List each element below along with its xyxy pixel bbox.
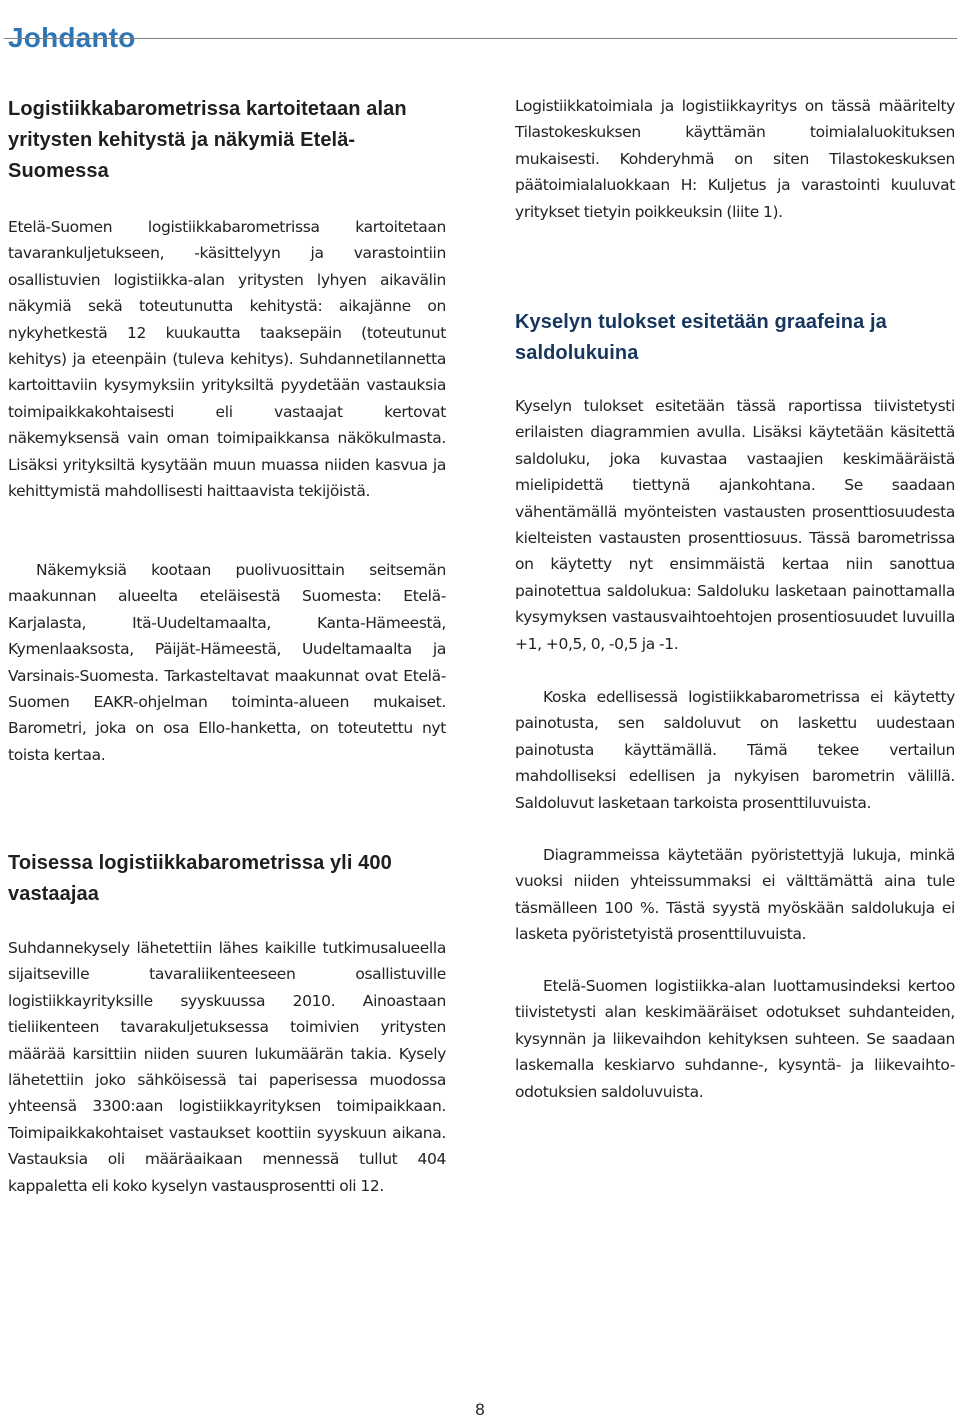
page-title: Johdanto bbox=[8, 21, 136, 53]
page-number: 8 bbox=[475, 1400, 485, 1419]
section-heading-results: Kyselyn tulokset esitetään graafeina ja saldolukuina bbox=[515, 311, 887, 364]
title-divider bbox=[4, 38, 957, 39]
paragraph-survey: Suhdannekysely lähetettiin lähes kaikille tutkimusalueella sijaitseville tavaraliikenteeseen osallistuville logistiikkayrityksille syyskuussa 2010. Ainoastaan tieliikenteen tavarakuljetuksessa toimivien yritysten määrää karsittiin niiden suuren lukumäärän takia. Kysely lähetettiin joko sähköisessä tai paperisessa muodossa yhteensä 3300:aan logistiikkayrityksen toimipaikkaan. Toimipaikkakohtaiset vastaukset koottiin syyskuun aikana. Vastauksia oli määräaikaan mennessä tullut 404 kappaletta eli koko kyselyn vastausprosentti oli 12. bbox=[8, 939, 446, 1195]
section-heading-barometer: Logistiikkabarometrissa kartoitetaan alan yritysten kehitystä ja näkymiä Etelä-Suomessa bbox=[8, 98, 407, 182]
paragraph-definition: Logistiikkatoimiala ja logistiikkayritys on tässä määritelty Tilastokeskuksen käyttämän toimialaluokituksen mukaisesti. Kohderyhmä on siten Tilastokeskuksen päätoimialaluokkaan H: Kuljetus ja varastointi kuuluvat yritykset tietyin poikkeuksin (liite 1). bbox=[515, 97, 955, 221]
paragraph-regions: Näkemyksiä kootaan puolivuosittain seitsemän maakunnan alueelta eteläisestä Suomesta: Etelä-Karjalasta, Itä-Uudeltamaalta, Kanta-Hämeestä, Kymenlaaksosta, Päijät-Hämeestä, Uudeltamaalta ja Varsinais-Suomesta. Tarkasteltavat maakunnat ovat Etelä-Suomen EAKR-ohjelman toiminta-alueen mukaiset. Barometri, joka on osa Ello-hanketta, on toteutettu nyt toista kertaa. bbox=[8, 561, 446, 764]
paragraph-confidence-index: Etelä-Suomen logistiikka-alan luottamusindeksi kertoo tiivistetysti alan keskimääräiset odotukset suhdanteiden, kysynnän ja liikevaihdon kehityksen suhteen. Se saadaan laskemalla keskiarvo suhdanne-, kysyntä- ja liikevaihto-odotuksien saldoluvuista. bbox=[515, 977, 955, 1101]
paragraph-barometer-intro: Etelä-Suomen logistiikkabarometrissa kartoitetaan tavarankuljetukseen, -käsittelyyn ja varastointiin osallistuvien logistiikka-alan yritysten lyhyen aikavälin näkymiä sekä toteutunutta kehitystä: aikajänne on nykyhetkestä 12 kuukautta taaksepäin (toteutunut kehitys) ja eteenpäin (tuleva kehitys). Suhdannetilannetta kartoittaviin kysymyksiin yrityksiltä pyydetään vastauksia toimipaikkakohtaisesti eli vastaajat kertovat näkemyksensä vain oman toimipaikkansa näkökulmasta. Lisäksi yrityksiltä kysytään muun muassa niiden kasvua ja kehittymistä mahdollisesti haittaavista tekijöistä. bbox=[8, 218, 446, 501]
paragraph-results-intro: Kyselyn tulokset esitetään tässä raportissa tiivistetysti erilaisten diagrammien avulla. Lisäksi käytetään käsitettä saldoluku, joka kuvastaa vastaajien keskimääräistä mielipidettä tiettynä ajankohtana. Se saadaan vähentämällä myönteisten vastausten prosenttiosuudesta kielteisten vastausten prosenttiosuus. Tässä barometrissa on käytetty nyt ensimmäistä kertaa niin sanottua painotettua saldolukua: Saldoluku lasketaan painottamalla kysymyksen vastausvaihtoehtojen prosentiosuudet luvuilla +1, +0,5, 0, -0,5 ja -1. bbox=[515, 397, 955, 653]
section-heading-respondents: Toisessa logistiikkabarometrissa yli 400 vastaajaa bbox=[8, 852, 392, 905]
paragraph-rounding: Diagrammeissa käytetään pyöristettyjä lukuja, minkä vuoksi niiden yhteissummaksi ei välttämättä aina tule täsmälleen 100 %. Tästä syystä myöskään saldolukuja ei lasketa pyöristetyistä prosenttiluvuista. bbox=[515, 846, 955, 944]
paragraph-weighting: Koska edellisessä logistiikkabarometrissa ei käytetty painotusta, sen saldoluvut on laskettu uudestaan painotusta käyttämällä. Tämä tekee vertailun mahdolliseksi edellisen ja nykyisen barometrin välillä. Saldoluvut lasketaan tarkoista prosenttiluvuista. bbox=[515, 688, 955, 812]
